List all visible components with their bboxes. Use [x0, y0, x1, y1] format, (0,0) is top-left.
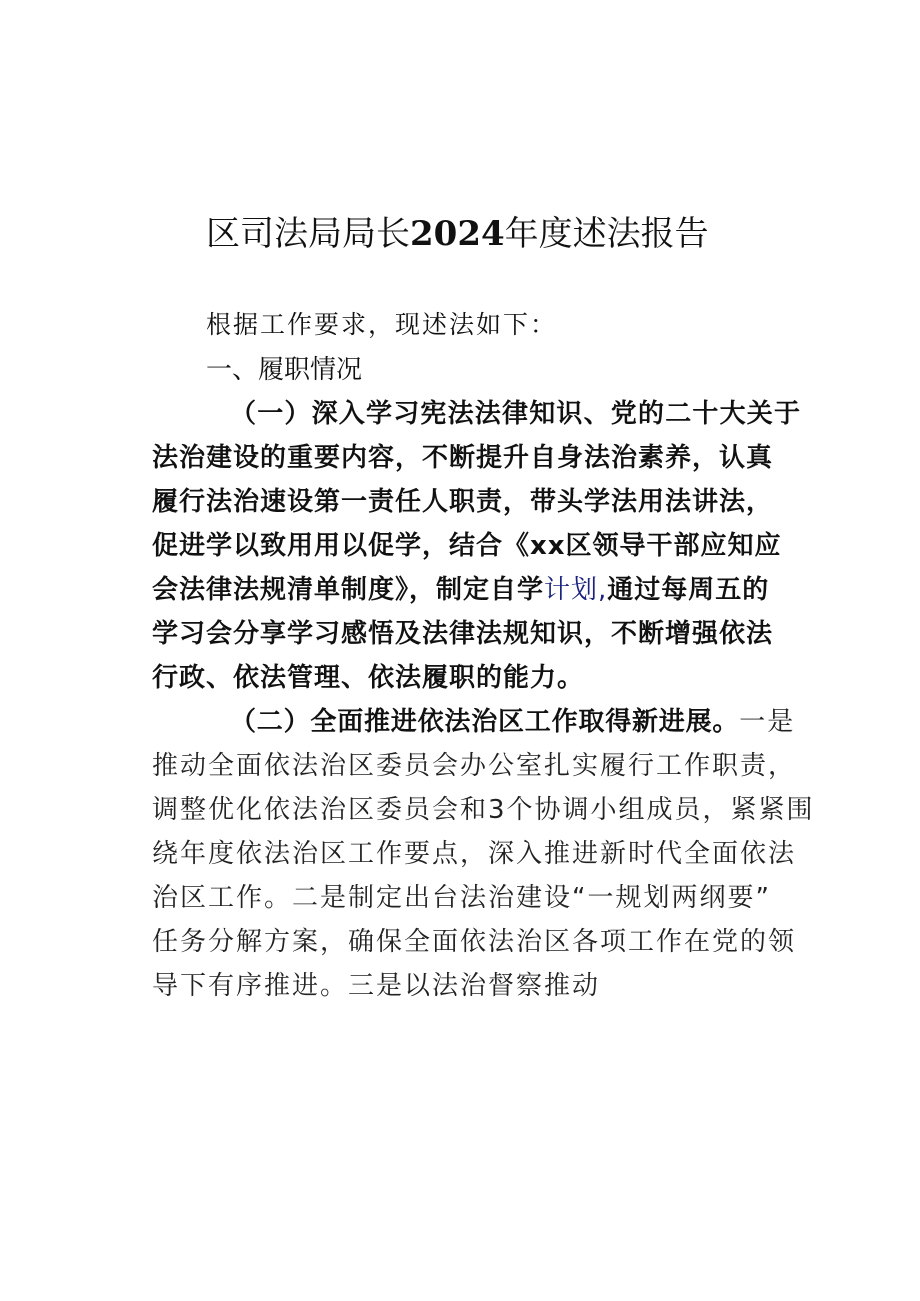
para1-line-7: 行政、依法管理、依法履职的能力。 [152, 663, 585, 693]
para2-line-5: 治区工作。二是制定出台法治建设“一规划两纲要” [152, 883, 771, 913]
plan-link[interactable]: 计划, [544, 575, 608, 605]
para2-line-7: 导下有序推进。三是以法治督察推动 [152, 971, 601, 1001]
para2-line-2: 推动全面依法治区委员会办公室扎实履行工作职责， [152, 751, 797, 781]
para2-line-4: 绕年度依法治区工作要点，深入推进新时代全面依法 [152, 839, 797, 869]
para1-line-3: 履行法治速设第一责任人职责，带头学法用法讲法， [152, 487, 774, 517]
para1-line-5-tail: 通过每周五的 [607, 575, 770, 605]
para1-line-5 [152, 568, 769, 612]
para2-line-6: 任务分解方案，确保全面依法治区各项工作在党的领 [152, 927, 797, 957]
title-year: 2024 [410, 214, 505, 254]
para1-line-5-text: 会法律法规清单制度》，制定自学 [152, 575, 545, 605]
section-heading: 一、履职情况 [206, 355, 363, 385]
title-prefix: 区司法局局长 [206, 214, 410, 254]
para2-lead: （二）全面推进依法治区工作取得新进展。 [230, 707, 740, 737]
para1-line-1: （一）深入学习宪法法律知识、党的二十大关于 [230, 399, 802, 429]
para1-line-6: 学习会分享学习感悟及法律法规知识，不断增强依法 [152, 619, 774, 649]
para2-line-1-tail: 一是 [739, 707, 796, 737]
para2-line-1 [230, 700, 795, 744]
para2-line-3: 调整优化依法治区委员会和3个协调小组成员，紧紧围 [152, 795, 815, 825]
para1-line-4: 促进学以致用用以促学，结合《xx区领导干部应知应 [152, 531, 782, 561]
intro-text: 根据工作要求，现述法如下： [206, 310, 558, 339]
para1-line-2: 法治建设的重要内容，不断提升自身法治素养，认真 [152, 443, 774, 473]
document-title [206, 212, 709, 256]
title-suffix: 年度述法报告 [504, 214, 709, 254]
